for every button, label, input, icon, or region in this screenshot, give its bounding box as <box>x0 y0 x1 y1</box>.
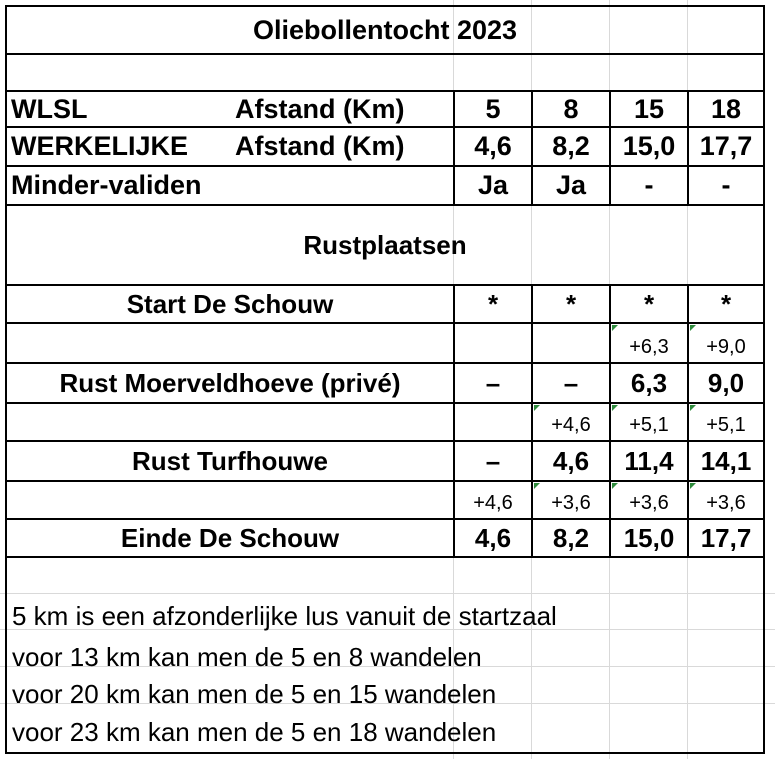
stop-value: * <box>453 286 531 324</box>
segment-label <box>5 404 453 442</box>
distance-15: 15 <box>609 90 687 128</box>
segment-value <box>453 324 531 364</box>
segment-value: +3,6 <box>531 482 609 520</box>
segment-label <box>5 482 453 520</box>
segment-value <box>531 324 609 364</box>
note-line: voor 20 km kan men de 5 en 15 wandelen <box>12 678 497 709</box>
segment-value: +3,6 <box>609 482 687 520</box>
stop-row <box>5 286 765 324</box>
page-title: Oliebollentocht 2023 <box>5 5 765 55</box>
stop-value: * <box>609 286 687 324</box>
stop-row <box>5 520 765 558</box>
segment-value: +5,1 <box>609 404 687 442</box>
stop-value: 11,4 <box>609 442 687 482</box>
actual-distance: 8,2 <box>531 128 609 167</box>
accessible-value: Ja <box>531 167 609 206</box>
segment-label <box>5 324 453 364</box>
header-row <box>5 167 765 206</box>
stop-value: 17,7 <box>687 520 765 558</box>
stop-value: 15,0 <box>609 520 687 558</box>
header-row <box>5 90 765 128</box>
stop-row <box>5 364 765 404</box>
stop-value: – <box>453 364 531 404</box>
stop-value: * <box>531 286 609 324</box>
accessible-value: - <box>609 167 687 206</box>
accessible-value: Ja <box>453 167 531 206</box>
stop-value: 14,1 <box>687 442 765 482</box>
segment-value: +9,0 <box>687 324 765 364</box>
row-label: WERKELIJKE <box>5 128 230 167</box>
stop-value: 6,3 <box>609 364 687 404</box>
distance-5: 5 <box>453 90 531 128</box>
segment-value: +4,6 <box>453 482 531 520</box>
actual-distance: 4,6 <box>453 128 531 167</box>
stop-value: 4,6 <box>531 442 609 482</box>
distance-18: 18 <box>687 90 765 128</box>
actual-distance: 17,7 <box>687 128 765 167</box>
section-row <box>5 206 765 286</box>
section-title: Rustplaatsen <box>5 206 765 286</box>
segment-row <box>5 482 765 520</box>
row-label: WLSL <box>5 90 230 128</box>
segment-value: +4,6 <box>531 404 609 442</box>
segment-row <box>5 324 765 364</box>
stop-name: Rust Turfhouwe <box>5 442 453 482</box>
stop-value: 4,6 <box>453 520 531 558</box>
stop-value: * <box>687 286 765 324</box>
stop-value: – <box>531 364 609 404</box>
spacer-row <box>5 55 765 90</box>
stop-name: Rust Moerveldhoeve (privé) <box>5 364 453 404</box>
segment-value: +6,3 <box>609 324 687 364</box>
row-label: Minder-validen <box>5 167 453 206</box>
segment-row <box>5 404 765 442</box>
row-sublabel: Afstand (Km) <box>230 128 453 167</box>
accessible-value: - <box>687 167 765 206</box>
row-sublabel: Afstand (Km) <box>230 90 453 128</box>
actual-distance: 15,0 <box>609 128 687 167</box>
title-row <box>5 5 765 55</box>
stop-value: 8,2 <box>531 520 609 558</box>
empty-cell <box>5 55 765 90</box>
note-line: voor 13 km kan men de 5 en 8 wandelen <box>12 641 482 672</box>
stop-value: 9,0 <box>687 364 765 404</box>
stop-name: Einde De Schouw <box>5 520 453 558</box>
segment-value <box>453 404 531 442</box>
note-line: 5 km is een afzonderlijke lus vanuit de startzaal <box>12 600 557 631</box>
note-line: voor 23 km kan men de 5 en 18 wandelen <box>12 716 497 747</box>
segment-value: +3,6 <box>687 482 765 520</box>
stop-value: – <box>453 442 531 482</box>
segment-value: +5,1 <box>687 404 765 442</box>
header-row <box>5 128 765 167</box>
stop-row <box>5 442 765 482</box>
stop-name: Start De Schouw <box>5 286 453 324</box>
distance-8: 8 <box>531 90 609 128</box>
